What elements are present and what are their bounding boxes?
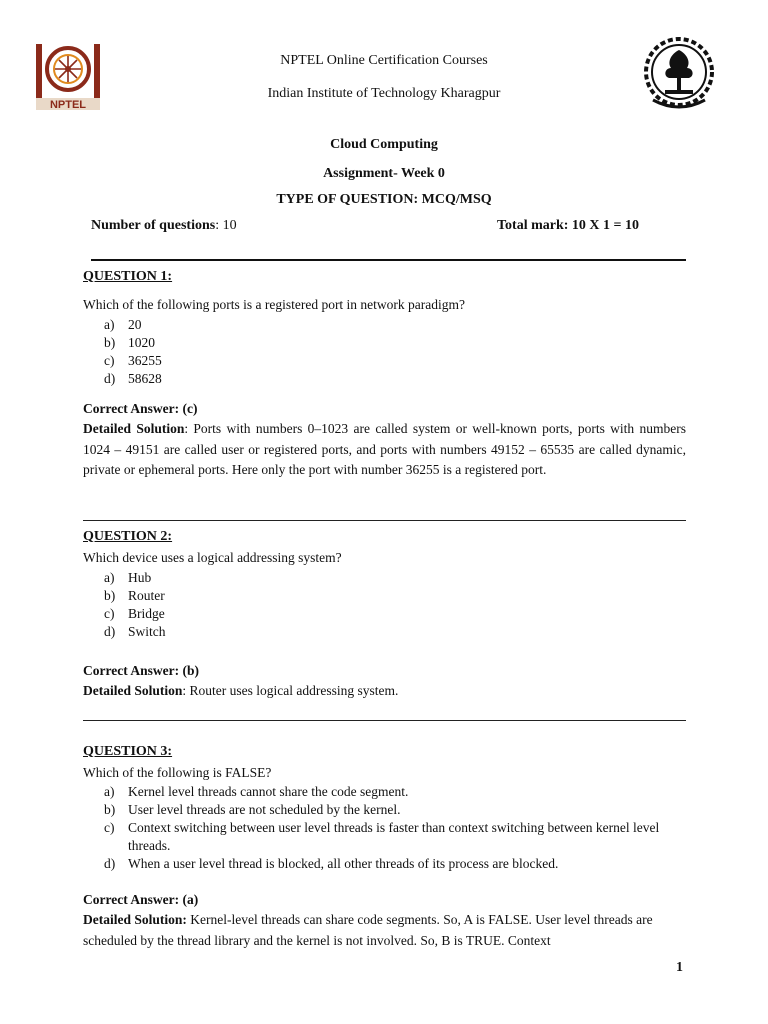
question-3-answer: Correct Answer: (a): [83, 892, 199, 907]
question-1-title: QUESTION 1:: [83, 269, 173, 284]
option: b) Router: [104, 588, 165, 603]
assignment-title: Assignment- Week 0: [323, 166, 445, 181]
option: d) Switch: [104, 624, 166, 639]
question-2-answer: Correct Answer: (b): [83, 663, 199, 678]
question-divider: [83, 720, 686, 721]
question-2-options: [83, 569, 663, 641]
question-3-text: Which of the following is FALSE?: [83, 765, 272, 780]
question-3-options: [83, 783, 663, 873]
option: c) Bridge: [104, 606, 165, 621]
option: b) User level threads are not scheduled by the kernel.: [104, 802, 401, 817]
course-title: Cloud Computing: [330, 137, 438, 152]
question-1-answer: Correct Answer: (c): [83, 401, 198, 416]
question-2-text: Which device uses a logical addressing system?: [83, 550, 342, 565]
page-number: 1: [676, 960, 683, 975]
question-2-title: QUESTION 2:: [83, 529, 173, 544]
nptel-logo-text: NPTEL: [49, 99, 87, 111]
option: a) 20: [104, 317, 142, 332]
iit-kharagpur-emblem: [643, 34, 715, 114]
option: c) 36255: [104, 353, 162, 368]
question-type: TYPE OF QUESTION: MCQ/MSQ: [276, 192, 492, 207]
option: a) Kernel level threads cannot share the code segment.: [104, 784, 409, 799]
question-1-options: [83, 316, 663, 388]
header-institute: Indian Institute of Technology Kharagpur: [267, 86, 501, 101]
question-2-solution: Detailed Solution: Router uses logical addressing system.: [83, 683, 399, 698]
option: d) 58628: [104, 371, 162, 386]
question-divider: [83, 520, 686, 521]
number-of-questions: Number of questions: 10: [91, 218, 237, 233]
option: a) Hub: [104, 570, 152, 585]
question-1-text: Which of the following ports is a registered port in network paradigm?: [83, 297, 466, 312]
header-program: NPTEL Online Certification Courses: [280, 53, 488, 68]
question-3-solution: Detailed Solution: Kernel-level threads can share code segments. So, A is FALSE. User level threads are scheduled by the thread library and the kernel is not involved. So, B is TRUE. Context: [83, 912, 653, 948]
option: b) 1020: [104, 335, 155, 350]
option: d) When a user level thread is blocked, all other threads of its process are blocked.: [104, 856, 559, 871]
question-1-solution: Detailed Solution: Ports with numbers 0–1023 are called system or well-known ports, ports with numbers 1024 – 49151 are called user or registered ports, and ports with numbers 49152 – 65535 are called dynamic, private or ephemeral ports. Here only the port with number 36255 is a registered port.: [83, 421, 686, 477]
question-3-title: QUESTION 3:: [83, 744, 173, 759]
header-divider: [91, 259, 686, 261]
total-mark: Total mark: 10 X 1 = 10: [497, 218, 640, 233]
option: c) Context switching between user level threads is faster than context switching between kernel level threads.: [104, 820, 660, 853]
